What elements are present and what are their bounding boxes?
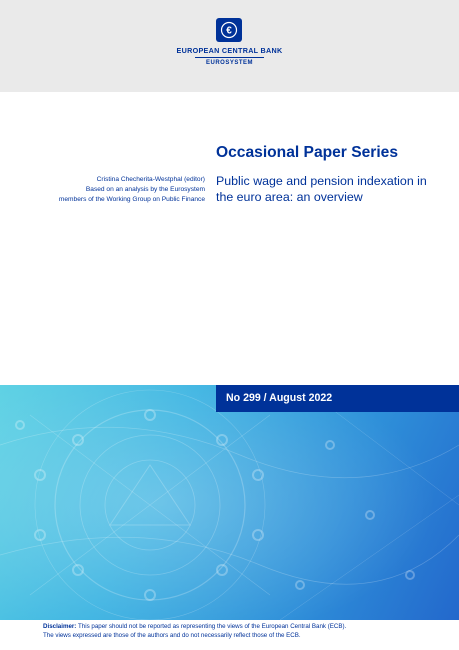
author-line: members of the Working Group on Public Finance	[58, 196, 205, 203]
euro-banknote-pattern-icon	[0, 385, 459, 620]
disclaimer-label: Disclaimer:	[43, 623, 77, 630]
disclaimer-line-1	[43, 622, 453, 631]
svg-text:€: €	[226, 25, 232, 37]
ecb-euro-logo-icon	[216, 18, 242, 42]
cover-header	[0, 0, 459, 92]
organization-name: EUROPEAN CENTRAL BANK	[176, 46, 283, 55]
author-line: Cristina Checherita-Westphal (editor)	[96, 176, 205, 183]
paper-title: Public wage and pension indexation in the euro area: an overview	[216, 174, 427, 204]
cover-artwork	[0, 385, 459, 620]
organization-subtitle: EUROSYSTEM	[205, 60, 253, 66]
series-title: Occasional Paper Series	[216, 144, 399, 161]
disclaimer	[43, 622, 453, 640]
organization-divider	[195, 57, 264, 58]
disclaimer-text-1: This paper should not be reported as representing the views of the European Central Bank (ECB).	[77, 623, 347, 630]
author-line: Based on an analysis by the Eurosystem	[85, 186, 205, 193]
disclaimer-text-2: The views expressed are those of the authors and do not necessarily reflect those of the ECB.	[43, 632, 301, 639]
authors-block	[5, 175, 205, 205]
issue-number-date: No 299 / August 2022	[226, 392, 333, 404]
